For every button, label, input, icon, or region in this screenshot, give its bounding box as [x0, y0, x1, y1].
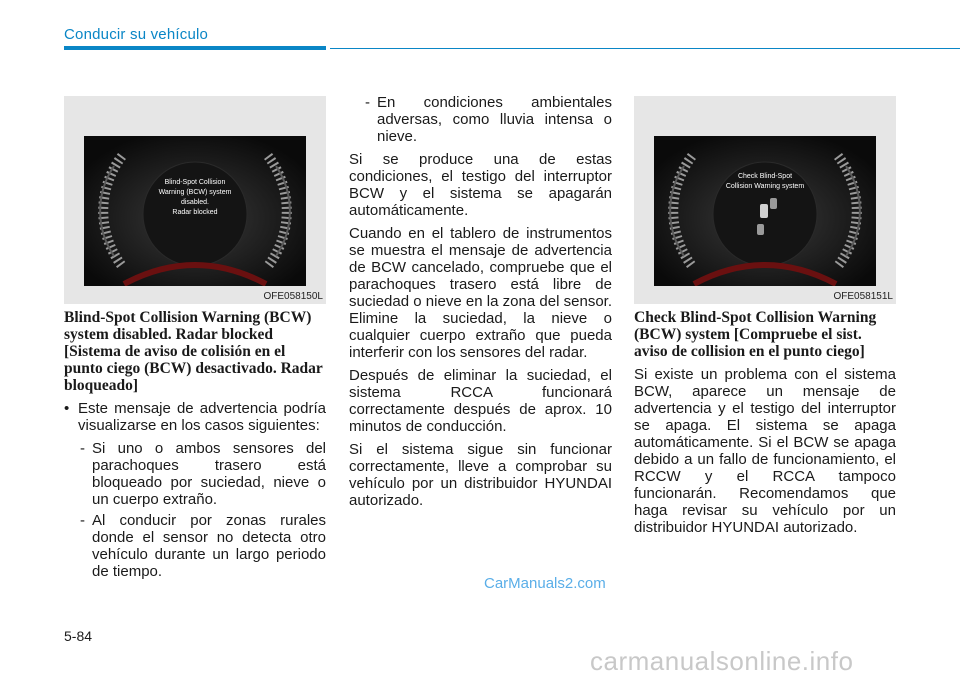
sub-list: [80, 440, 326, 580]
cluster-gauge-graphic: [654, 136, 876, 286]
list-item-text: Al conducir por zonas rurales donde el sensor no detecta otro vehículo durante un largo periodo de tiempo.: [92, 512, 326, 580]
bullet-mark: •: [64, 400, 70, 417]
cluster-message: [84, 178, 306, 218]
figure-check-bcw: [634, 96, 896, 304]
message-line: Radar blocked: [172, 209, 218, 216]
cluster-display: [84, 136, 306, 286]
paragraph: Si existe un problema con el sistema BCW, aparece un mensaje de advertencia y el testigo del interruptor se apaga. El sistema se apaga automáticamente. Si el BCW se apaga debido a un fallo de funcionamiento, el RCCW y el RCCA tampoco funcionarán. Recomendamos que haga revisar su vehículo por un distribuidor HYUNDAI autorizado.: [634, 366, 896, 536]
message-line: Collision Warning system: [725, 183, 805, 190]
list-item-text: Si uno o ambos sensores del parachoques trasero está bloqueado por suciedad, nieve o un cuerpo extraño.: [92, 440, 326, 508]
dash-mark: -: [80, 512, 85, 529]
section-heading: Blind-Spot Collision Warning (BCW) system disabled. Radar blocked [Sistema de aviso de colisión en el punto ciego (BCW) desactivado. Radar bloqueado]: [64, 309, 323, 394]
bullet-text: Este mensaje de advertencia podría visualizarse en los casos siguientes:: [78, 400, 326, 434]
paragraph: Si el sistema sigue sin funcionar correctamente, lleve a comprobar su vehículo por un distribuidor HYUNDAI autorizado.: [349, 441, 612, 509]
page-number: 5-84: [64, 628, 93, 644]
list-item: [80, 512, 326, 580]
cluster-display: [654, 136, 876, 286]
list-item: [365, 94, 612, 145]
message-line: Blind-Spot Collision: [164, 179, 226, 186]
dash-mark: -: [80, 440, 85, 457]
cluster-message: [654, 172, 876, 192]
section-heading: Check Blind-Spot Collision Warning (BCW) system [Compruebe el sist. aviso de collision en el punto ciego]: [634, 309, 877, 360]
message-line: Check Blind-Spot: [737, 173, 793, 180]
section-title: Conducir su vehículo: [64, 26, 209, 43]
watermark-link[interactable]: CarManuals2.com: [484, 575, 606, 592]
header-rule-thin: [330, 48, 960, 49]
list-item: [80, 440, 326, 508]
header-rule-thick: [64, 46, 326, 50]
column-left: [64, 309, 326, 584]
message-line: disabled.: [180, 199, 210, 206]
column-middle: [349, 94, 612, 515]
dash-mark: -: [365, 94, 370, 111]
paragraph: Si se produce una de estas condiciones, el testigo del interruptor BCW y el sistema se apagarán automáticamente.: [349, 151, 612, 219]
figure-code: OFE058151L: [833, 291, 893, 302]
bullet-item: [64, 400, 326, 434]
figure-bcw-disabled: [64, 96, 326, 304]
watermark-footer: carmanualsonline.info: [590, 646, 854, 676]
list-item-text: En condiciones ambientales adversas, como lluvia intensa o nieve.: [377, 94, 612, 145]
paragraph: Cuando en el tablero de instrumentos se muestra el mensaje de advertencia de BCW cancelado, compruebe que el parachoques trasero está libre de suciedad o nieve en la zona del sensor. Elimine la suciedad, la nieve o cualquier cuerpo extraño que pueda interferir con los sensores del radar.: [349, 225, 612, 361]
figure-code: OFE058150L: [263, 291, 323, 302]
paragraph: Después de eliminar la suciedad, el sistema RCCA funcionará correctamente después de aprox. 10 minutos de conducción.: [349, 367, 612, 435]
column-right: [634, 309, 896, 542]
message-line: Warning (BCW) system: [158, 189, 232, 196]
